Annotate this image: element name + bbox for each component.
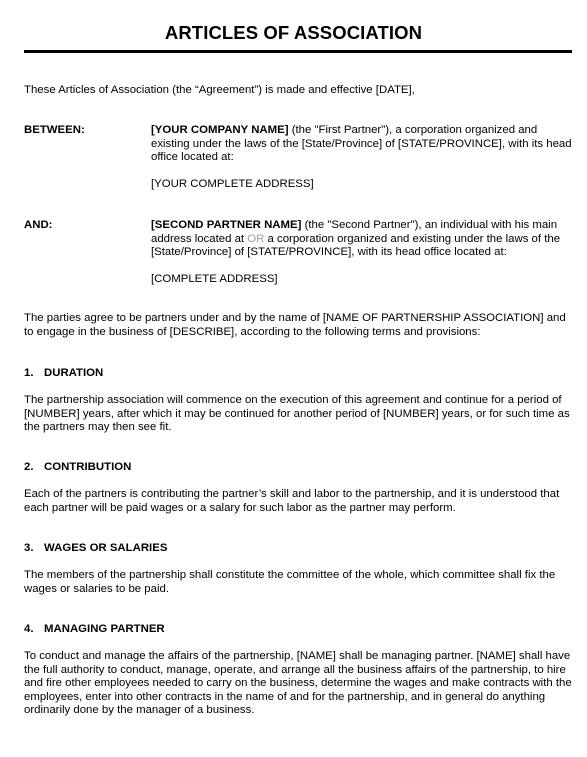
title-divider [24, 50, 572, 53]
section-number: 1. [24, 367, 34, 379]
section-title: MANAGING PARTNER [44, 623, 165, 635]
section-heading-duration [24, 367, 103, 381]
document-title: ARTICLES OF ASSOCIATION [164, 22, 423, 43]
second-party-description-2: a corporation organized and existing under the laws of the [State/Province] of [STATE/PROVINCE], with its head office located at: [151, 232, 561, 259]
section-number: 4. [24, 623, 34, 635]
section-body-duration: The partnership association will commence on the execution of this agreement and continue for a period of [NUMBER] years, after which it may be continued for another period of [NUMBER] years, or for such time as the partners may then see fit. [24, 394, 570, 434]
between-label: BETWEEN: [24, 124, 85, 136]
section-body-contribution: Each of the partners is contributing the partner’s skill and labor to the partnership, and it is understood that each partner will be paid wages or a salary for such labor as the partner may perform. [24, 488, 560, 514]
section-title: DURATION [44, 367, 104, 379]
section-number: 3. [24, 542, 34, 554]
second-party-address: [COMPLETE ADDRESS] [151, 273, 278, 285]
second-party-text [151, 219, 576, 260]
first-party-name: [YOUR COMPANY NAME] [151, 124, 289, 136]
section-heading-contribution [24, 461, 131, 475]
agreement-paragraph: The parties agree to be partners under and by the name of [NAME OF PARTNERSHIP ASSOCIATION] and to engage in the business of [DESCRIBE], according to the following terms and provisions: [24, 312, 566, 338]
and-label: AND: [24, 219, 53, 231]
section-body-managing-partner: To conduct and manage the affairs of the partnership, [NAME] shall be managing partner. [NAME] shall have the full authority to conduct, manage, operate, and arrange all the business affairs of the partnership, to hire and fire other employees needed to carry on the business, determine the wages and make contracts with the employees, enter into other contracts in the name of and for the partnership, and in general do anything ordinarily done by the manager of a business. [24, 650, 572, 717]
section-heading-managing-partner [24, 623, 165, 637]
second-party-name: [SECOND PARTNER NAME] [151, 219, 302, 231]
section-body-wages: The members of the partnership shall constitute the committee of the whole, which committee shall fix the wages or salaries to be paid. [24, 569, 556, 595]
first-party-text [151, 124, 576, 165]
intro-paragraph: These Articles of Association (the “Agreement”) is made and effective [DATE], [24, 84, 415, 96]
section-heading-wages [24, 542, 167, 556]
or-word: OR [247, 232, 265, 245]
section-title: CONTRIBUTION [44, 461, 132, 473]
second-party-description-1: (the "Second Partner"), an individual with his main address located at [151, 219, 558, 245]
section-title: WAGES OR SALARIES [44, 542, 168, 554]
section-number: 2. [24, 461, 34, 473]
first-party-description: (the "First Partner"), a corporation organized and existing under the laws of the [State/Province] of [STATE/PROVINCE], with its head office located at: [151, 124, 572, 164]
first-party-address: [YOUR COMPLETE ADDRESS] [151, 178, 314, 190]
